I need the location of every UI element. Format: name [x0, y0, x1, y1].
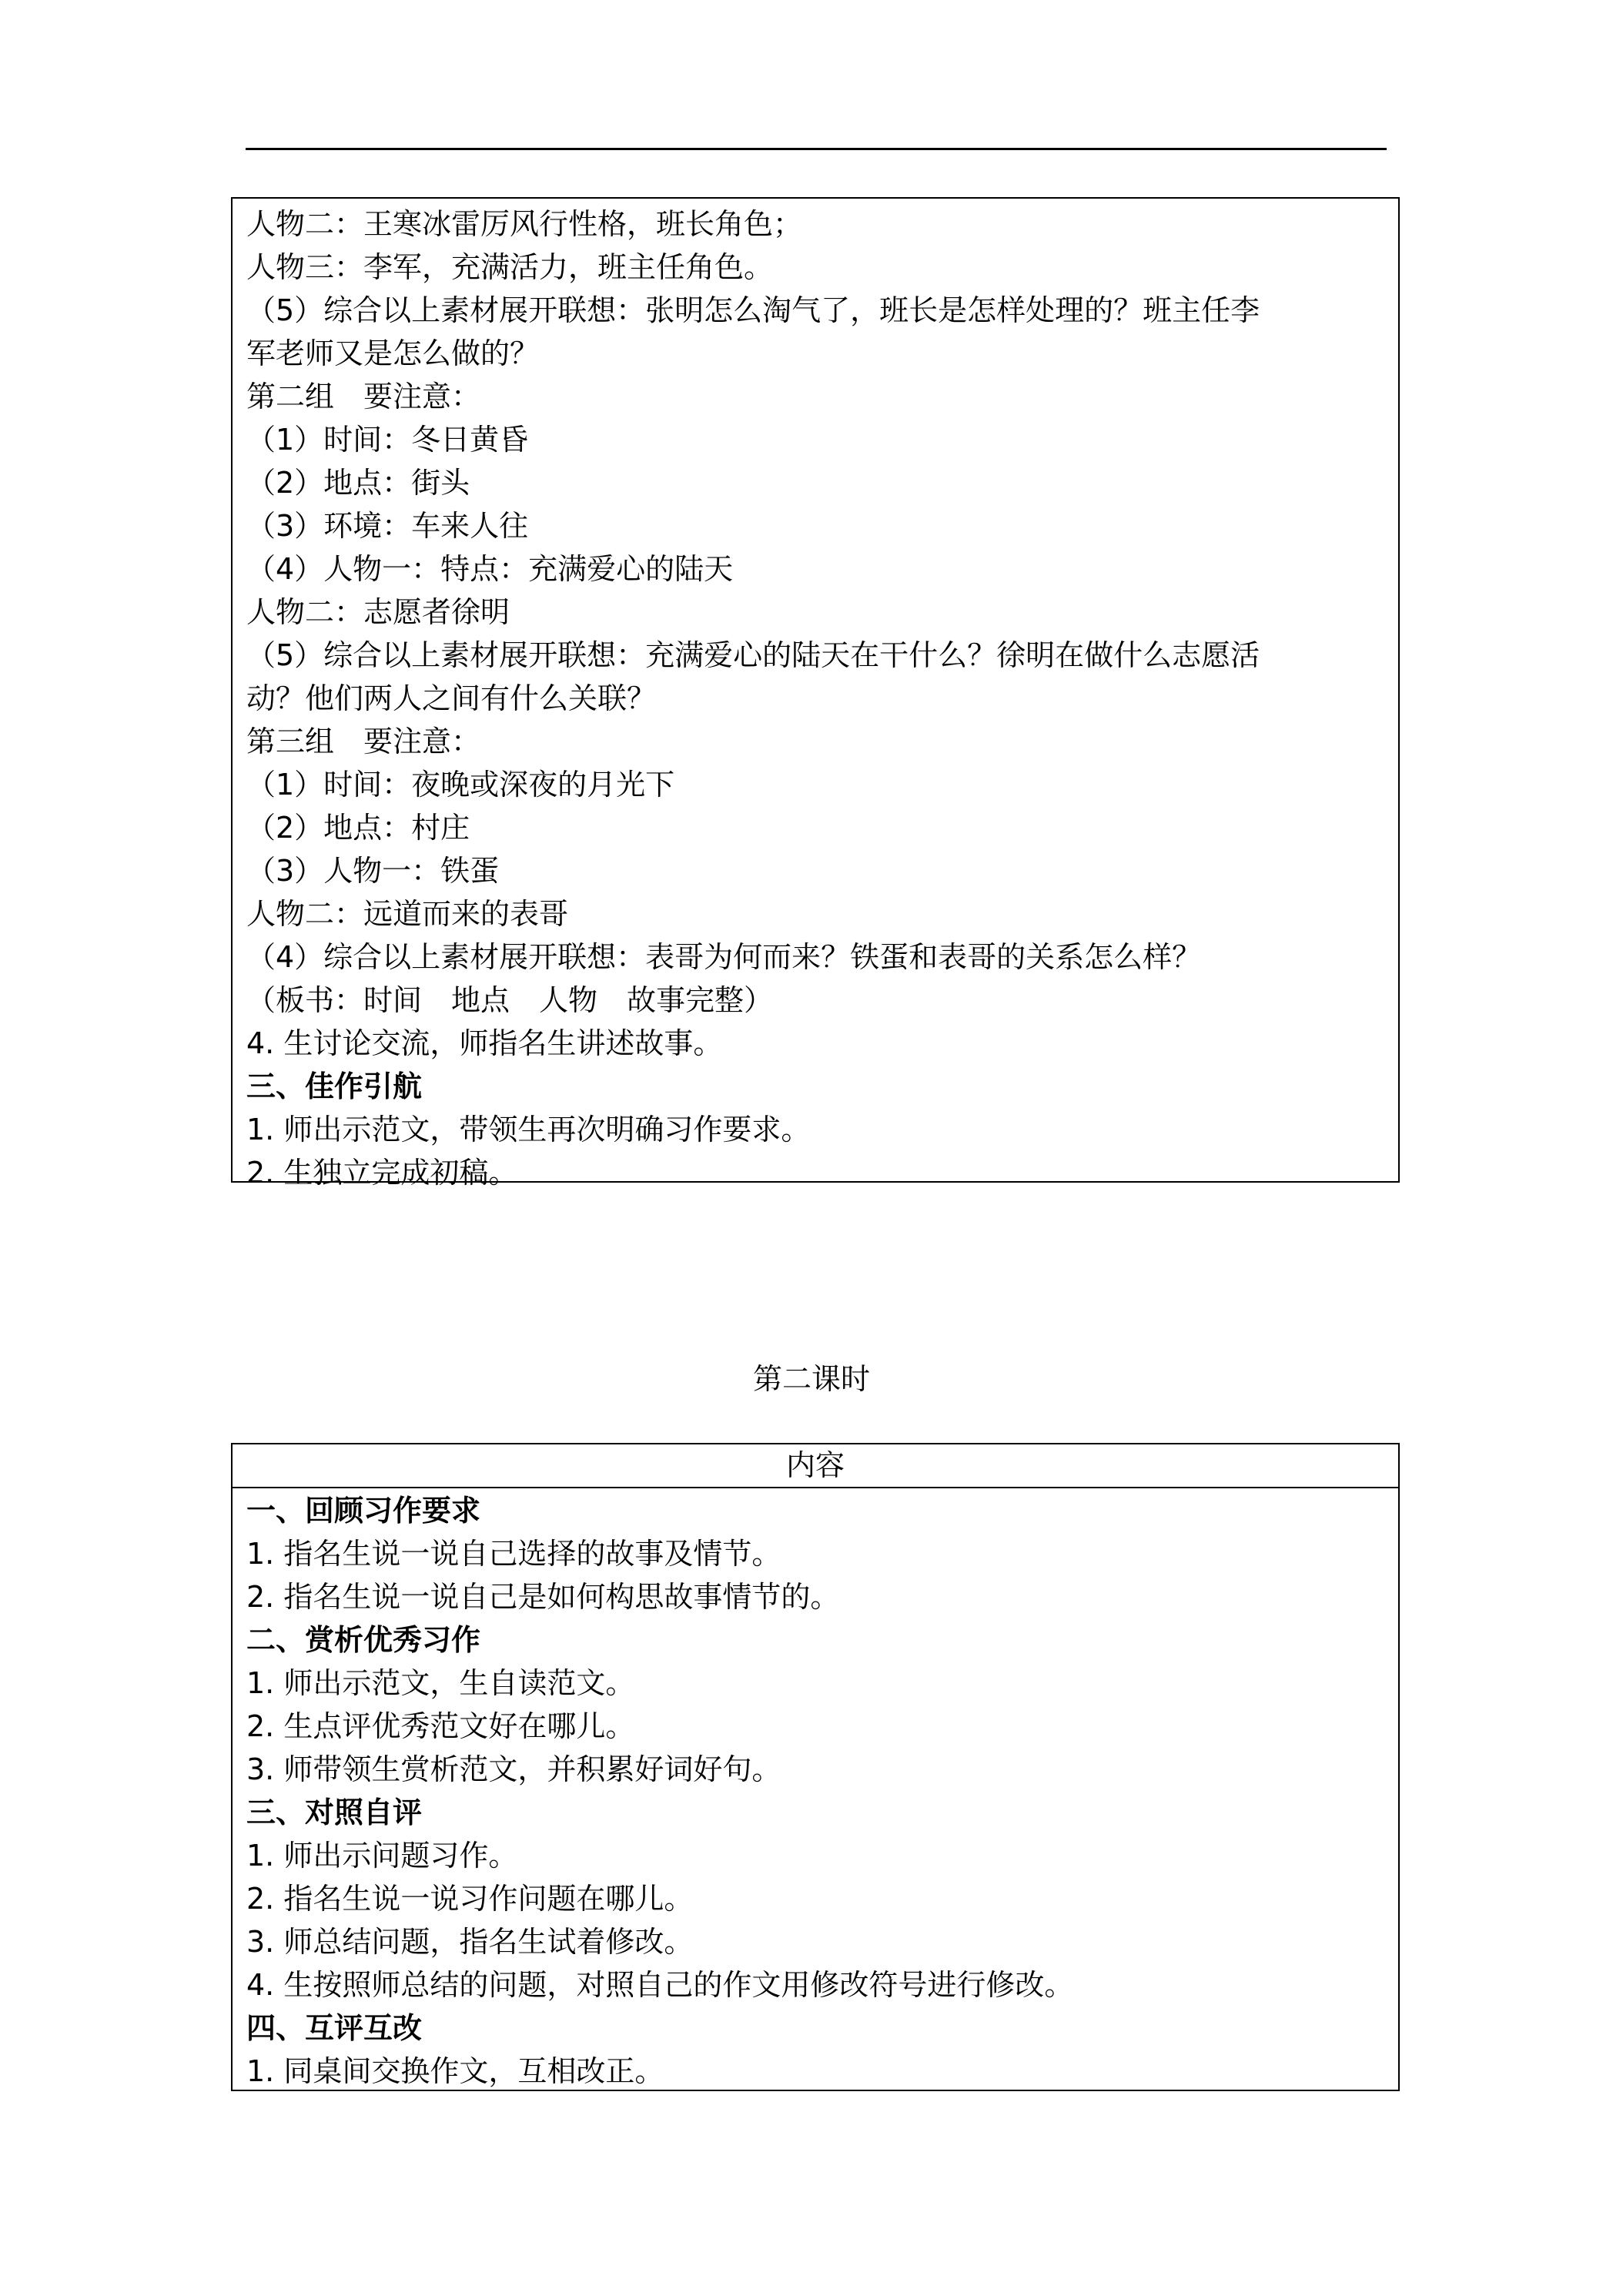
section-title: 第二课时: [752, 1362, 870, 1396]
content-line: 2. 生独立完成初稿。: [246, 1156, 518, 1190]
content-line: 第三组 要注意：: [246, 725, 481, 758]
content-line: 2. 生点评优秀范文好在哪儿。: [246, 1709, 635, 1743]
section-heading: 三、对照自评: [246, 1796, 423, 1829]
content-line: （1）时间：冬日黄昏: [246, 423, 529, 457]
content-line: （4）综合以上素材展开联想：表哥为何而来？铁蛋和表哥的关系怎么样？: [246, 940, 1202, 974]
table-header: 内容: [233, 1444, 1398, 1488]
section-heading: 三、佳作引航: [246, 1069, 423, 1103]
content-line: 1. 师出示范文，带领生再次明确习作要求。: [246, 1113, 811, 1146]
content-line: 人物二：王寒冰雷厉风行性格，班长角色；: [246, 207, 803, 241]
content-line: 军老师又是怎么做的？: [246, 336, 540, 370]
content-line: 2. 指名生说一说自己是如何构思故事情节的。: [246, 1580, 840, 1614]
content-line: 1. 指名生说一说自己选择的故事及情节。: [246, 1537, 781, 1571]
section-heading: 一、回顾习作要求: [246, 1494, 481, 1528]
table-body: [233, 1488, 1398, 2093]
content-line: （3）人物一：铁蛋: [246, 854, 500, 888]
content-line: 1. 师出示问题习作。: [246, 1839, 518, 1873]
content-line: （4）人物一：特点：充满爱心的陆天: [246, 552, 734, 586]
content-line: （1）时间：夜晚或深夜的月光下: [246, 768, 675, 802]
content-line: 1. 师出示范文，生自读范文。: [246, 1666, 635, 1700]
lesson-content-table-2: [231, 1443, 1400, 2091]
content-line: 动？他们两人之间有什么关联？: [246, 681, 657, 715]
content-line: （5）综合以上素材展开联想：张明怎么淘气了，班长是怎样处理的？班主任李: [246, 293, 1260, 327]
content-line: （3）环境：车来人往: [246, 509, 529, 543]
content-line: （2）地点：村庄: [246, 811, 470, 845]
content-line: （板书：时间 地点 人物 故事完整）: [246, 983, 774, 1017]
header-rule: [246, 148, 1387, 150]
content-line: 4. 生按照师总结的问题，对照自己的作文用修改符号进行修改。: [246, 1968, 1074, 2002]
content-line: 2. 指名生说一说习作问题在哪儿。: [246, 1882, 694, 1916]
content-line: 人物二：志愿者徐明: [246, 595, 510, 629]
content-line: 1. 同桌间交换作文，互相改正。: [246, 2054, 664, 2088]
content-line: 4. 生讨论交流，师指名生讲述故事。: [246, 1026, 723, 1060]
content-line: 人物三：李军，充满活力，班主任角色。: [246, 250, 774, 284]
content-line: 3. 师带领生赏析范文，并积累好词好句。: [246, 1752, 781, 1786]
content-line: （5）综合以上素材展开联想：充满爱心的陆天在干什么？徐明在做什么志愿活: [246, 638, 1260, 672]
content-line: 第二组 要注意：: [246, 380, 481, 413]
section-heading: 四、互评互改: [246, 2011, 423, 2045]
content-line: 3. 师总结问题，指名生试着修改。: [246, 1925, 694, 1959]
lesson-content-table-1: [231, 197, 1400, 1190]
section-heading: 二、赏析优秀习作: [246, 1623, 481, 1657]
content-line: （2）地点：街头: [246, 466, 470, 500]
content-line: 人物二：远道而来的表哥: [246, 897, 569, 931]
